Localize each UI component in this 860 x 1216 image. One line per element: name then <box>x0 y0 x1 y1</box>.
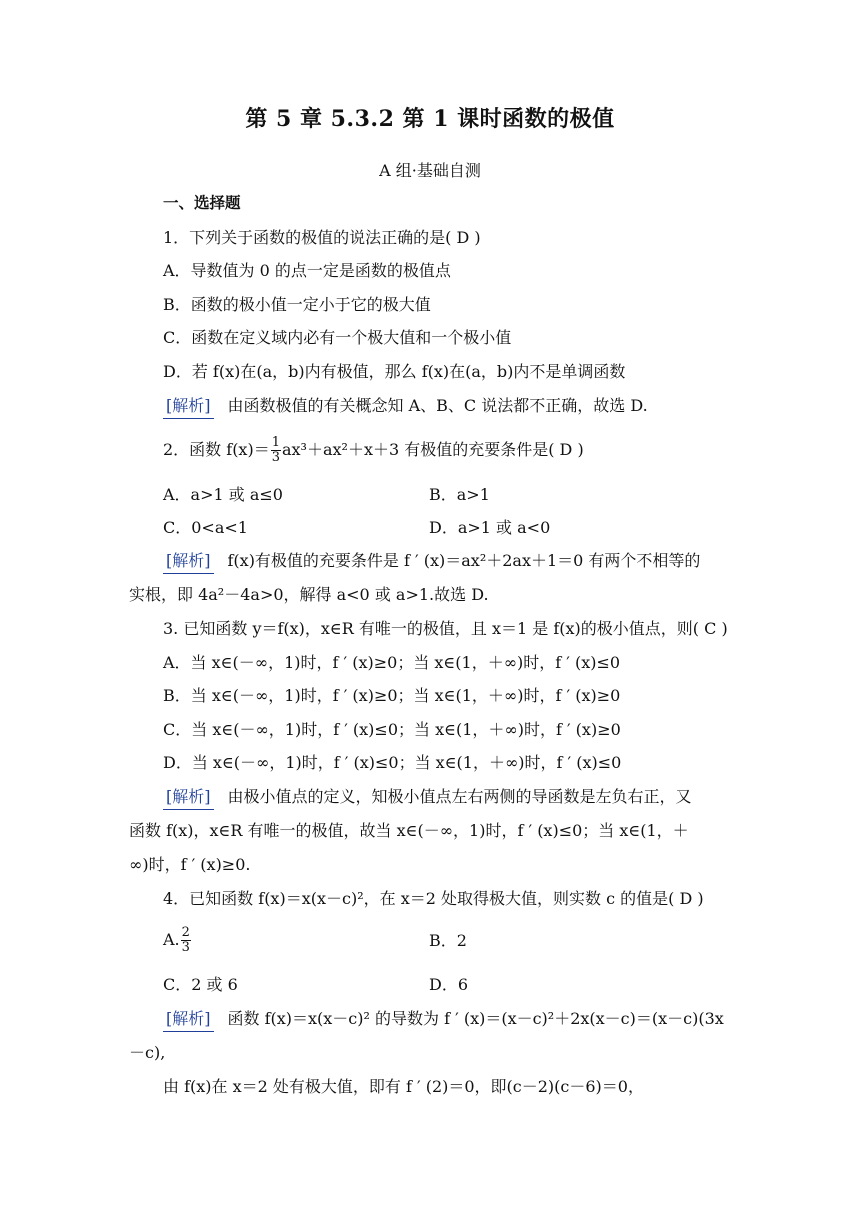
q3-analysis-line-2: 函数 f(x)，x∈R 有唯一的极值，故当 x∈(－∞，1)时，f ′ (x)≤0；当 x∈(1，＋ <box>129 821 689 840</box>
q4-option-b: B．2 <box>429 931 467 950</box>
q2-option-d: D．a>1 或 a<0 <box>429 518 551 537</box>
q3-stem: 3. 已知函数 y＝f(x)，x∈R 有唯一的极值，且 x＝1 是 f(x)的极小值点，则( C ) <box>163 619 728 638</box>
q2-stem-post: ax³＋ax²＋x＋3 有极值的充要条件是( D ) <box>281 440 584 459</box>
section-heading: 一、选择题 <box>163 193 241 212</box>
analysis-label: [解析] <box>163 786 214 808</box>
q4-option-a-fraction <box>181 926 191 955</box>
document-title: 第 5 章 5.3.2 第 1 课时函数的极值 <box>245 106 615 132</box>
q4-fraction-num: 2 <box>181 925 190 940</box>
q2-stem <box>163 436 743 465</box>
analysis-label: [解析] <box>163 395 214 417</box>
q3-analysis-line-3: ∞)时，f ′ (x)≥0. <box>129 855 251 874</box>
q2-fraction-num: 1 <box>271 435 280 450</box>
q2-option-b: B．a>1 <box>429 485 490 504</box>
analysis-label: [解析] <box>163 1008 214 1030</box>
q1-stem: 1．下列关于函数的极值的说法正确的是( D ) <box>163 228 481 247</box>
document-subtitle: A 组·基础自测 <box>379 161 481 180</box>
q3-option-d: D．当 x∈(－∞，1)时，f ′ (x)≤0；当 x∈(1，＋∞)时，f ′ (x)≤0 <box>163 753 622 772</box>
q3-option-c: C．当 x∈(－∞，1)时，f ′ (x)≤0；当 x∈(1，＋∞)时，f ′ (x)≥0 <box>163 720 621 739</box>
q4-analysis-line-3: 由 f(x)在 x＝2 处有极大值，即有 f ′ (2)＝0，即(c－2)(c－6)＝0， <box>163 1077 644 1096</box>
q2-fraction-den: 3 <box>271 450 280 465</box>
q2-option-c: C．0<a<1 <box>163 518 248 537</box>
q4-analysis-line-2: －c), <box>129 1043 166 1062</box>
q2-analysis-line-1: f(x)有极值的充要条件是 f ′ (x)＝ax²＋2ax＋1＝0 有两个不相等的 <box>227 551 701 570</box>
q4-stem: 4．已知函数 f(x)＝x(x－c)²，在 x＝2 处取得极大值，则实数 c 的值是( D ) <box>163 889 704 908</box>
q4-analysis <box>163 1008 743 1030</box>
q2-stem-pre: 2．函数 f(x)＝ <box>163 440 270 459</box>
q4-option-c: C．2 或 6 <box>163 975 238 994</box>
q3-option-b: B．当 x∈(－∞，1)时，f ′ (x)≥0；当 x∈(1，＋∞)时，f ′ (x)≥0 <box>163 686 621 705</box>
q2-fraction <box>271 436 281 465</box>
q1-option-a: A．导数值为 0 的点一定是函数的极值点 <box>163 261 451 280</box>
q2-analysis-line-2: 实根，即 4a²－4a>0，解得 a<0 或 a>1.故选 D. <box>129 585 489 604</box>
q1-option-b: B．函数的极小值一定小于它的极大值 <box>163 295 431 314</box>
q4-analysis-line-1: 函数 f(x)＝x(x－c)² 的导数为 f ′ (x)＝(x－c)²＋2x(x－c)＝(x－c)(3x <box>227 1009 724 1028</box>
q4-option-a-label: A. <box>163 930 180 949</box>
q1-option-c: C．函数在定义域内必有一个极大值和一个极小值 <box>163 328 512 347</box>
q4-option-d: D．6 <box>429 975 469 994</box>
q3-analysis-line-1: 由极小值点的定义，知极小值点左右两侧的导函数是左负右正，又 <box>227 787 692 806</box>
q3-option-a: A．当 x∈(－∞，1)时，f ′ (x)≥0；当 x∈(1，＋∞)时，f ′ (x)≤0 <box>163 653 621 672</box>
q4-fraction-den: 3 <box>181 940 190 955</box>
q2-option-a: A．a>1 或 a≤0 <box>163 485 283 504</box>
q2-analysis <box>163 550 743 572</box>
q1-analysis-text: 由函数极值的有关概念知 A、B、C 说法都不正确，故选 D. <box>227 396 648 415</box>
q1-option-d: D．若 f(x)在(a，b)内有极值，那么 f(x)在(a，b)内不是单调函数 <box>163 362 626 381</box>
analysis-label: [解析] <box>163 550 214 572</box>
q1-analysis <box>163 395 743 417</box>
q3-analysis <box>163 786 743 808</box>
